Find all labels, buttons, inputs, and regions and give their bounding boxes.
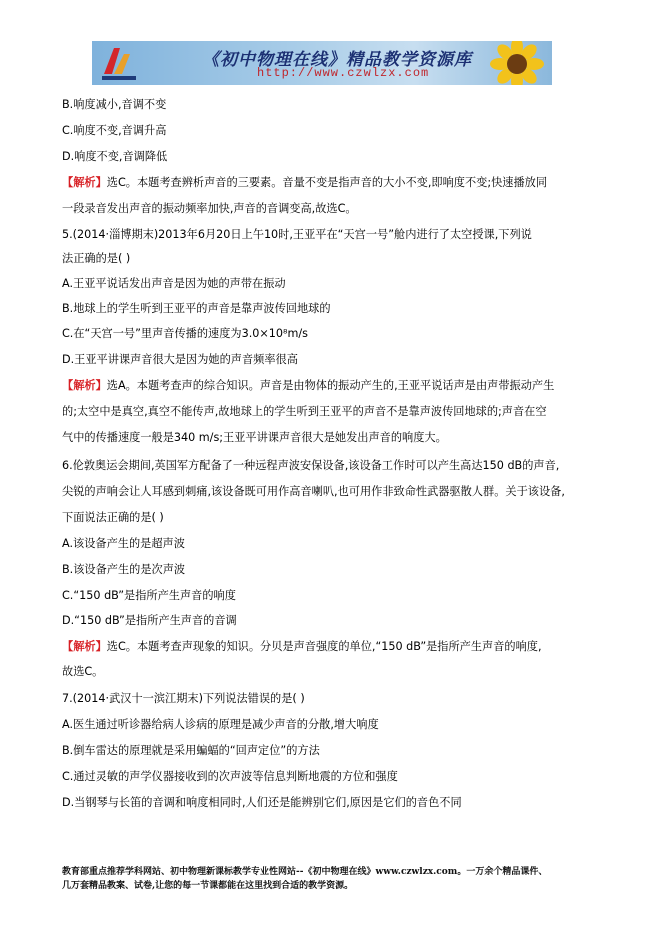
question-7 [62,692,305,706]
analysis-q5-cont1 [62,405,547,419]
option-a-q7 [62,718,379,732]
question-6-cont1 [62,485,565,499]
analysis-tag: 【解析】 [62,640,107,653]
question-6 [62,459,559,473]
option-d-q4 [62,150,167,164]
analysis-tag: 【解析】 [62,176,107,189]
analysis-q5 [62,379,554,393]
option-c-q5 [62,327,308,341]
sunflower-icon [488,41,546,85]
line-text: 法正确的是( ) [62,252,131,265]
line-text: 下面说法正确的是( ) [62,511,164,524]
line-text: 选C。本题考查辨析声音的三要素。音量不变是指声音的大小不变,即响度不变;快速播放同 [106,176,548,189]
header-title: 《初中物理在线》精品教学资源库 [202,50,472,70]
option-a-q5 [62,277,286,291]
line-text: 7.(2014·武汉十一滨江期末)下列说法错误的是( ) [62,692,305,705]
page-footer [62,865,547,893]
line-text: 的;太空中是真空,真空不能传声,故地球上的学生听到王亚平的声音不是靠声波传回地球的;声音在空 [62,405,547,418]
question-5-cont [62,252,130,266]
line-text: B.地球上的学生听到王亚平的声音是靠声波传回地球的 [62,302,331,315]
line-text: C.通过灵敏的声学仪器接收到的次声波等信息判断地震的方位和强度 [62,770,398,783]
analysis-q4 [62,176,547,190]
option-d-q6 [62,614,237,628]
line-text: D.当钢琴与长笛的音调和响度相同时,人们还是能辨别它们,原因是它们的音色不同 [62,796,462,809]
option-b-q7 [62,744,320,758]
line-text: C.在“天宫一号”里声音传播的速度为3.0×10⁸m/s [62,327,308,340]
line-text: C.响度不变,音调升高 [62,124,167,137]
line-text: A.王亚平说话发出声音是因为她的声带在振动 [62,277,286,290]
line-text: A.该设备产生的是超声波 [62,537,185,550]
analysis-tag: 【解析】 [62,379,107,392]
line-text: D.王亚平讲课声音很大是因为她的声音频率很高 [62,353,298,366]
option-b-q4 [62,98,166,112]
line-text: 5.(2014·淄博期末)2013年6月20日上午10时,王亚平在“天宫一号”舱内进行了太空授课,下列说 [62,228,532,241]
analysis-q6 [62,640,542,654]
analysis-q6-cont [62,665,103,679]
option-a-q6 [62,537,185,551]
option-c-q7 [62,770,398,784]
header-banner [92,41,552,85]
site-logo-icon [100,44,138,82]
footer-line-1: 教育部重点推荐学科网站、初中物理新课标教学专业性网站--《初中物理在线》www.czwlzx.com。一万余个精品课件、 [62,867,548,877]
line-text: C.“150 dB”是指所产生声音的响度 [62,589,236,602]
line-text: 一段录音发出声音的振动频率加快,声音的音调变高,故选C。 [62,202,357,215]
option-c-q6 [62,589,236,603]
line-text: A.医生通过听诊器给病人诊病的原理是减少声音的分散,增大响度 [62,718,379,731]
line-text: 选C。本题考查声现象的知识。分贝是声音强度的单位,“150 dB”是指所产生声音的响度, [106,640,542,653]
line-text: 6.伦敦奥运会期间,英国军方配备了一种远程声波安保设备,该设备工作时可以产生高达150 dB的声音, [62,459,560,472]
line-text: D.响度不变,音调降低 [62,150,168,163]
option-c-q4 [62,124,166,138]
option-d-q5 [62,353,298,367]
line-text: 气中的传播速度一般是340 m/s;王亚平讲课声音很大是她发出声音的响度大。 [62,431,447,444]
line-text: B.响度减小,音调不变 [62,98,167,111]
footer-line-2: 几万套精品教案、试卷,让您的每一节课都能在这里找到合适的教学资源。 [62,881,354,891]
question-5 [62,228,532,242]
line-text: 尖锐的声响会让人耳感到刺痛,该设备既可用作高音喇叭,也可用作非致命性武器驱散人群。关于该设备, [62,485,565,498]
option-b-q6 [62,563,185,577]
option-d-q7 [62,796,462,810]
option-b-q5 [62,302,331,316]
line-text: B.倒车雷达的原理就是采用蝙蝠的“回声定位”的方法 [62,744,320,757]
line-text: B.该设备产生的是次声波 [62,563,186,576]
analysis-q4-cont [62,202,357,216]
line-text: 故选C。 [62,665,104,678]
line-text: D.“150 dB”是指所产生声音的音调 [62,614,237,627]
question-6-cont2 [62,511,164,525]
header-url: http://www.czwlzx.com [257,66,430,80]
analysis-q5-cont2 [62,431,447,445]
line-text: 选A。本题考查声的综合知识。声音是由物体的振动产生的,王亚平说话声是由声带振动产生 [106,379,555,392]
